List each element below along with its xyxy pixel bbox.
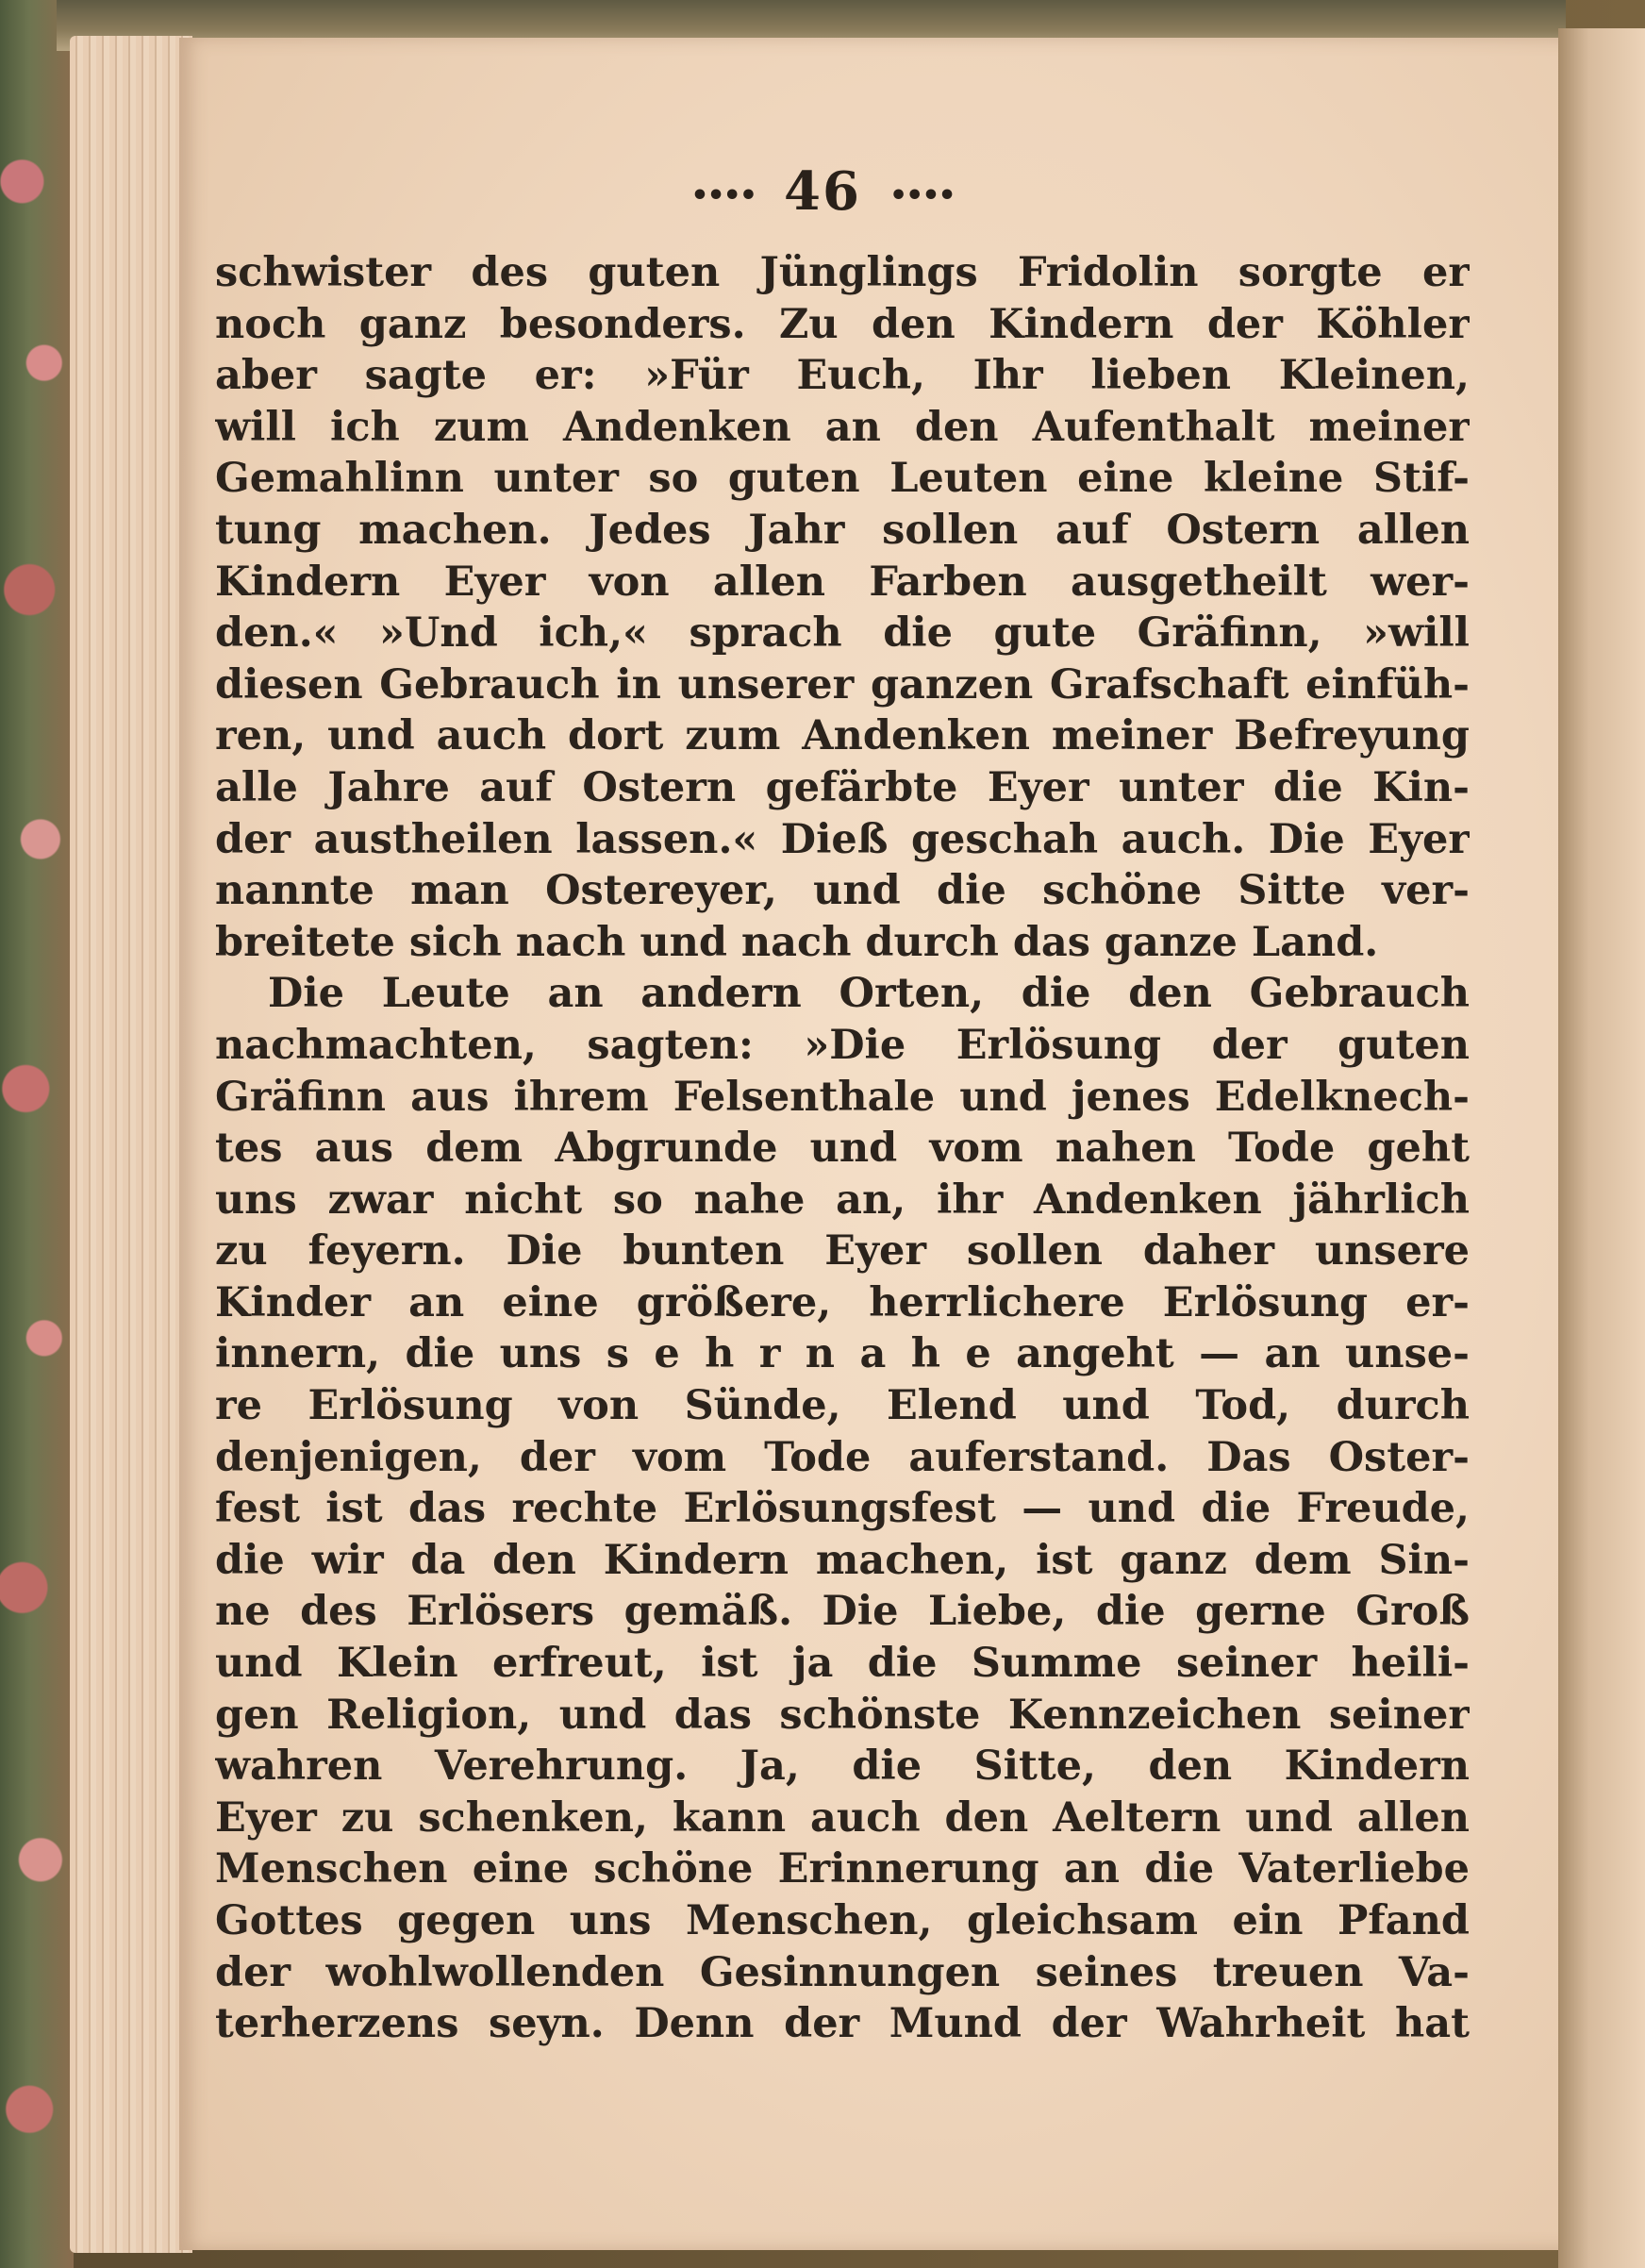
text-line: den.« »Und ich,« sprach die gute Gräfinn, »will [215, 609, 1470, 658]
text-line: uns zwar nicht so nahe an, ihr Andenken jährlich [215, 1176, 1470, 1224]
page-number: 46 [784, 160, 861, 223]
text-line: aber sagte er: »Für Euch, Ihr lieben Kleinen, [215, 352, 1470, 400]
text-line: Gottes gegen uns Menschen, gleichsam ein Pfand [215, 1897, 1470, 1944]
text-line: und Klein erfreut, ist ja die Summe seiner heili- [215, 1640, 1470, 1688]
text-line: re Erlösung von Sünde, Elend und Tod, durch [215, 1382, 1470, 1430]
text-line: tung machen. Jedes Jahr sollen auf Ostern allen [215, 506, 1470, 554]
text-line: wahren Verehrung. Ja, die Sitte, den Kindern [215, 1743, 1470, 1791]
text-line: zu feyern. Die bunten Eyer sollen daher unsere [215, 1227, 1470, 1276]
text-line: Eyer zu schenken, kann auch den Aeltern und allen [215, 1793, 1470, 1842]
ornament-right: •••• [889, 178, 955, 212]
text-line: schwister des guten Jünglings Fridolin sorgte er [215, 249, 1470, 296]
ornament-left: •••• [690, 178, 756, 212]
text-line: diesen Gebrauch in unserer ganzen Grafschaft einfüh- [215, 660, 1470, 709]
text-line: breitete sich nach und nach durch das ganze Land. [215, 918, 1379, 966]
facing-page-gutter [1558, 28, 1645, 2268]
text-line: Menschen eine schöne Erinnerung an die Vaterliebe [215, 1845, 1470, 1893]
text-line: der austheilen lassen.« Dieß geschah auch. Die Eyer [215, 815, 1470, 863]
text-line: ne des Erlösers gemäß. Die Liebe, die gerne Groß [215, 1588, 1470, 1636]
text-line: gen Religion, und das schönste Kennzeichen seiner [215, 1691, 1470, 1739]
text-line: innern, die uns s e h r n a h e angeht — an unse- [215, 1330, 1470, 1378]
text-line: noch ganz besonders. Zu den Kindern der Köhler [215, 300, 1470, 348]
text-line: terherzens seyn. Denn der Mund der Wahrheit hat [215, 2000, 1470, 2048]
body-text [215, 247, 1470, 2050]
text-line: Gemahlinn unter so guten Leuten eine kleine Stif- [215, 455, 1470, 503]
text-line: nachmachten, sagten: »Die Erlösung der guten [215, 1021, 1470, 1069]
text-line: alle Jahre auf Ostern gefärbte Eyer unter die Kin- [215, 763, 1470, 811]
text-line: nannte man Ostereyer, und die schöne Sitte ver- [215, 867, 1470, 915]
page-number-header [0, 160, 1645, 223]
text-line: will ich zum Andenken an den Aufenthalt meiner [215, 403, 1470, 451]
text-line: tes aus dem Abgrunde und vom nahen Tode geht [215, 1125, 1470, 1173]
text-line: fest ist das rechte Erlösungsfest — und die Freude, [215, 1485, 1470, 1533]
marbled-cover-edge [0, 0, 74, 2268]
text-line: Kinder an eine größere, herrlichere Erlösung er- [215, 1278, 1470, 1326]
text-line: der wohlwollenden Gesinnungen seines treuen Va- [215, 1948, 1470, 1996]
text-line: die wir da den Kindern machen, ist ganz dem Sin- [215, 1536, 1470, 1584]
text-line: ren, und auch dort zum Andenken meiner Befreyung [215, 712, 1470, 760]
text-line: denjenigen, der vom Tode auferstand. Das Oster- [215, 1433, 1470, 1481]
page-stack-edge [70, 36, 192, 2253]
text-line: Gräfinn aus ihrem Felsenthale und jenes Edelknech- [215, 1073, 1470, 1121]
text-line: Die Leute an andern Orten, die den Gebrauch [268, 970, 1470, 1018]
text-line: Kindern Eyer von allen Farben ausgetheilt wer- [215, 558, 1470, 606]
